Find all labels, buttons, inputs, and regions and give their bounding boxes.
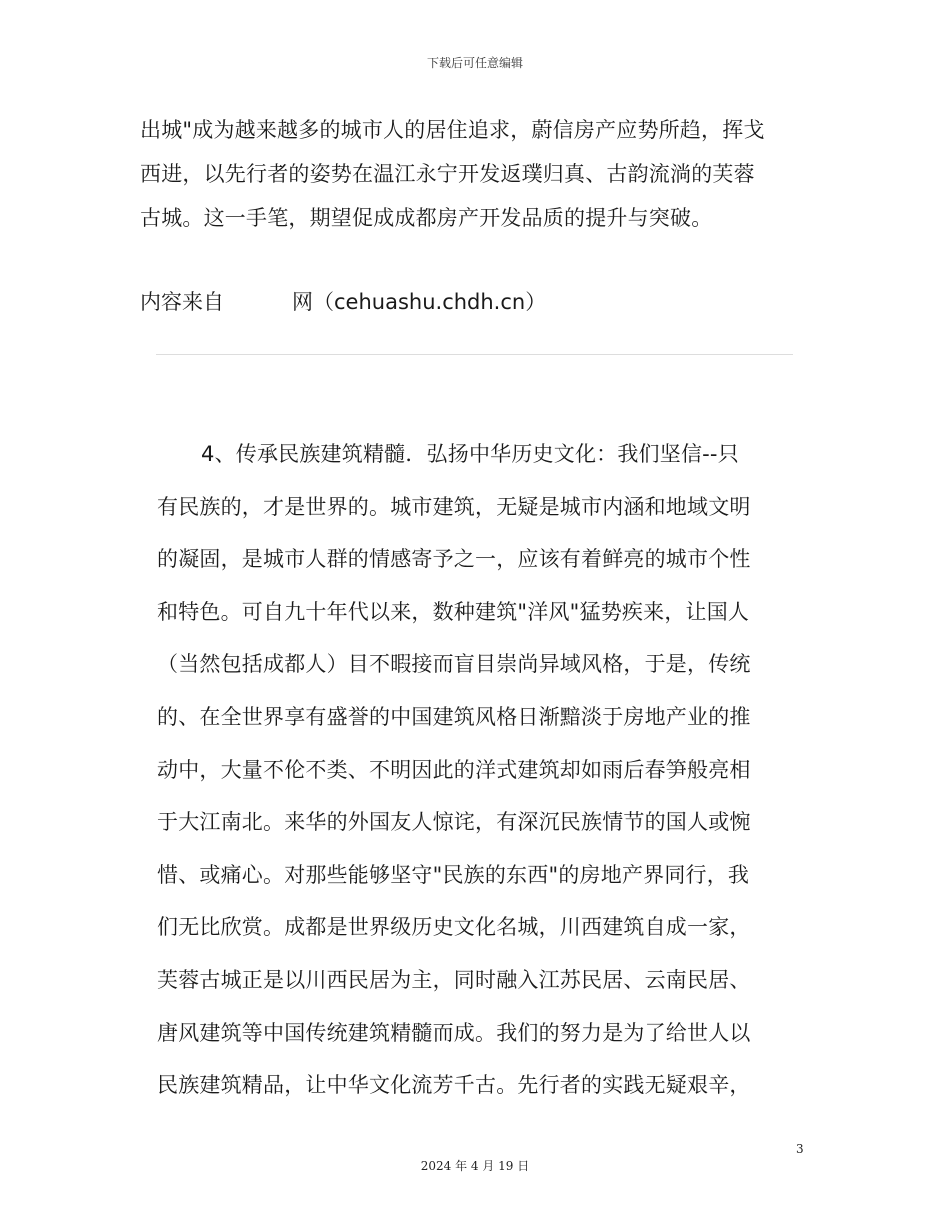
section-line: 于大江南北。来华的外国友人惊诧，有深沉民族情节的国人或惋 <box>157 810 751 835</box>
section-line: 民族建筑精品，让中华文化流芳千古。先行者的实践无疑艰辛， <box>157 1073 751 1098</box>
section-line: 和特色。可自九十年代以来，数种建筑"洋风"猛势疾来，让国人 <box>157 599 750 624</box>
section-line: 有民族的，才是世界的。城市建筑，无疑是城市内涵和地域文明 <box>157 494 751 519</box>
intro-line: 西进，以先行者的姿势在温江永宁开发返璞归真、古韵流淌的芙蓉 <box>140 162 755 186</box>
section-paragraph <box>157 428 807 1112</box>
section-line: 惜、或痛心。对那些能够坚守"民族的东西"的房地产界同行，我 <box>157 862 750 887</box>
source-prefix: 内容来自 <box>140 290 224 314</box>
section-line: 的、在全世界享有盛誉的中国建筑风格日渐黯淡于房地产业的推 <box>157 704 751 729</box>
section-line: 的凝固，是城市人群的情感寄予之一，应该有着鲜亮的城市个性 <box>157 547 751 572</box>
section-line: 唐风建筑等中国传统建筑精髓而成。我们的努力是为了给世人以 <box>157 1020 751 1045</box>
page-header: 下载后可任意编辑 <box>426 56 523 70</box>
source-line <box>140 282 815 322</box>
page-footer-date: 2024 年 4 月 19 日 <box>420 1159 530 1173</box>
section-line: （当然包括成都人）目不暇接而盲目崇尚异域风格，于是，传统 <box>157 652 751 677</box>
intro-line: 出城"成为越来越多的城市人的居住追求，蔚信房产应势所趋，挥戈 <box>140 118 765 142</box>
section-line: 芙蓉古城正是以川西民居为主，同时融入江苏民居、云南民居、 <box>157 967 751 992</box>
section-divider <box>156 354 793 355</box>
intro-paragraph <box>140 108 815 240</box>
source-suffix: 网（cehuashu.chdh.cn） <box>292 290 547 314</box>
section-line: 们无比欣赏。成都是世界级历史文化名城，川西建筑自成一家， <box>157 915 751 940</box>
section-line: 4、传承民族建筑精髓．弘扬中华历史文化：我们坚信--只 <box>201 442 739 466</box>
section-line: 动中，大量不伦不类、不明因此的洋式建筑却如雨后春笋般亮相 <box>157 757 751 782</box>
intro-line: 古城。这一手笔，期望促成成都房产开发品质的提升与突破。 <box>140 206 713 230</box>
page-number: 3 <box>796 1142 804 1156</box>
